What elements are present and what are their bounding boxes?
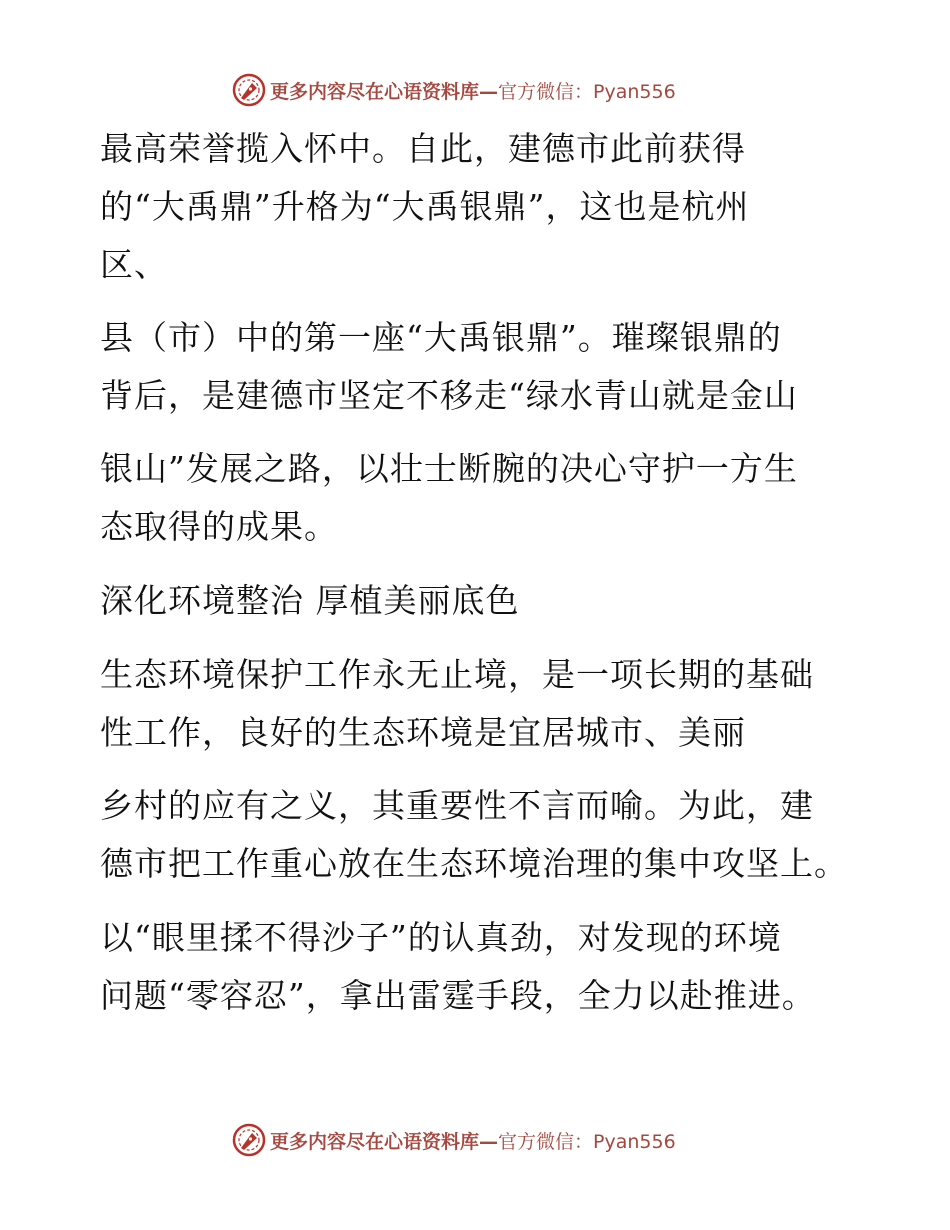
- text-line: 银山”发展之路，以壮士断腕的决心守护一方生: [100, 449, 798, 488]
- text-line: 态取得的成果。: [100, 507, 338, 546]
- text-line: 的“大禹鼎”升格为“大禹银鼎”，这也是杭州: [100, 187, 750, 226]
- banner-wechat-text: 官方微信：Pyan556: [498, 1130, 676, 1153]
- pen-nib-logo-icon: [232, 1123, 266, 1157]
- banner-separator: —: [479, 80, 499, 103]
- text-line: 背后，是建德市坚定不移走“绿水青山就是金山: [100, 376, 798, 415]
- banner-separator: —: [479, 1130, 499, 1153]
- text-line: 乡村的应有之义，其重要性不言而喻。为此，建: [100, 786, 814, 825]
- text-line: 问题“零容忍”，拿出雷霆手段，全力以赴推进。: [100, 976, 816, 1015]
- text-line: 德市把工作重心放在生态环境治理的集中攻坚上。: [100, 844, 848, 883]
- text-line: 性工作，良好的生态环境是宜居城市、美丽: [100, 713, 746, 752]
- banner-main-text: 更多内容尽在心语资料库: [270, 1130, 480, 1153]
- banner-wechat-text: 官方微信：Pyan556: [498, 80, 676, 103]
- banner-text: [270, 1127, 676, 1154]
- section-heading: 深化环境整治 厚植美丽底色: [100, 581, 520, 620]
- text-line: 生态环境保护工作永无止境，是一项长期的基础: [100, 655, 814, 694]
- text-line: 区、: [100, 245, 168, 284]
- text-line: 县（市）中的第一座“大禹银鼎”。璀璨银鼎的: [100, 318, 782, 357]
- text-line: 最高荣誉揽入怀中。自此，建德市此前获得: [100, 129, 746, 168]
- text-line: 以“眼里揉不得沙子”的认真劲，对发现的环境: [100, 918, 782, 957]
- footer-banner: [232, 1120, 676, 1160]
- banner-main-text: 更多内容尽在心语资料库: [270, 80, 480, 103]
